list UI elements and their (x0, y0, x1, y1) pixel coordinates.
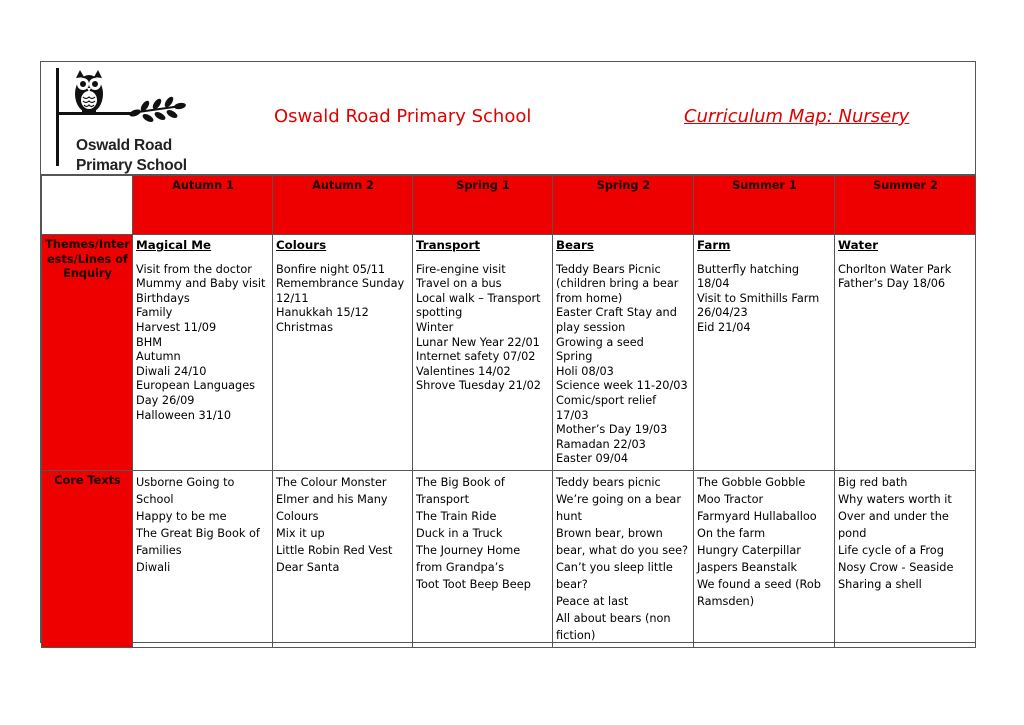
theme-item: Winter (416, 320, 454, 334)
core-text-item: Little Robin Red Vest (276, 543, 393, 557)
core-texts-row (42, 470, 976, 647)
core-text-item: Teddy bears picnic (556, 475, 661, 489)
theme-item: Lunar New Year 22/01 (416, 335, 540, 349)
theme-item: Birthdays (136, 291, 190, 305)
themes-cell (273, 235, 413, 471)
theme-item: Easter Craft Stay and play session (556, 306, 677, 334)
document-header (41, 62, 975, 175)
theme-item: Local walk – Transport spotting (416, 291, 541, 320)
core-text-item: Diwali (136, 560, 171, 574)
theme-item: Chorlton Water Park (838, 262, 952, 276)
themes-cell (413, 235, 553, 471)
theme-item: Valentines 14/02 (416, 364, 511, 378)
school-logo (53, 68, 213, 172)
core-text-item: On the farm (697, 526, 766, 540)
term-header-spring-1: Spring 1 (413, 176, 553, 235)
theme-item: Comic/sport relief 17/03 (556, 393, 657, 422)
themes-cell (133, 235, 273, 471)
core-text-item: Brown bear, brown bear, what do you see? (556, 526, 689, 557)
theme-item: Travel on a bus (416, 277, 502, 291)
term-header-autumn-1: Autumn 1 (133, 176, 273, 235)
term-header-autumn-2: Autumn 2 (273, 176, 413, 235)
themes-row (42, 235, 976, 471)
theme-item: Visit to Smithills Farm 26/04/23 (697, 291, 820, 320)
theme-item: BHM (136, 335, 162, 349)
core-text-item: Big red bath (838, 475, 908, 489)
theme-item: Ramadan 22/03 (556, 437, 646, 451)
theme-topic: Magical Me (136, 238, 212, 252)
themes-cell (553, 235, 694, 471)
curriculum-map-document (40, 61, 976, 643)
theme-item: Easter 09/04 (556, 452, 629, 466)
core-texts-cell (694, 470, 835, 647)
theme-item: Butterfly hatching 18/04 (697, 262, 800, 291)
core-texts-cell (553, 470, 694, 647)
core-text-item: Can’t you sleep little bear? (556, 560, 673, 591)
core-text-item: Over and under the pond (838, 509, 949, 540)
theme-item: Shrove Tuesday 21/02 (416, 379, 541, 393)
theme-item: Remembrance Sunday 12/11 (276, 277, 405, 305)
theme-item: Christmas (276, 320, 333, 334)
theme-item: Bonfire night 05/11 (276, 262, 386, 276)
core-text-item: Sharing a shell (838, 577, 922, 591)
theme-item: Father’s Day 18/06 (838, 277, 946, 291)
core-text-item: The Journey Home from Grandpa’s (416, 543, 521, 574)
theme-topic: Water (838, 238, 879, 252)
theme-topic: Colours (276, 238, 327, 252)
theme-item: Eid 21/04 (697, 320, 751, 334)
core-text-item: Elmer and his Many Colours (276, 492, 388, 523)
themes-row-label: Themes/Interests/Lines of Enquiry (42, 235, 133, 471)
core-text-item: The Gobble Gobble Moo Tractor (697, 475, 806, 506)
core-text-item: The Great Big Book of Families (136, 526, 260, 557)
core-text-item: Duck in a Truck (416, 526, 503, 540)
theme-topic: Bears (556, 238, 594, 252)
core-text-item: Toot Toot Beep Beep (416, 577, 531, 591)
theme-item: Mummy and Baby visit (136, 277, 266, 291)
term-header-summer-2: Summer 2 (835, 176, 976, 235)
theme-item: Teddy Bears Picnic (children bring a bear from home) (556, 262, 679, 305)
core-text-item: Life cycle of a Frog (838, 543, 944, 557)
core-text-item: Nosy Crow - Seaside (838, 560, 954, 574)
core-text-item: Happy to be me (136, 509, 227, 523)
core-text-item: Peace at last (556, 594, 629, 608)
core-text-item: All about bears (non fiction) (556, 611, 671, 642)
theme-item: Growing a seed (556, 335, 644, 349)
theme-topic: Farm (697, 238, 731, 252)
core-text-item: Mix it up (276, 526, 325, 540)
core-text-item: Usborne Going to School (136, 475, 235, 506)
theme-item: Internet safety 07/02 (416, 350, 536, 364)
theme-item: Autumn (136, 350, 181, 364)
theme-item: Visit from the doctor (136, 262, 252, 276)
core-texts-cell (273, 470, 413, 647)
theme-item: Spring (556, 350, 593, 364)
core-text-item: Hungry Caterpillar (697, 543, 801, 557)
term-header-row (42, 176, 976, 235)
theme-item: Science week 11-20/03 (556, 379, 688, 393)
theme-item: Halloween 31/10 (136, 408, 232, 422)
core-texts-cell (133, 470, 273, 647)
core-text-item: The Train Ride (416, 509, 497, 523)
theme-item: Diwali 24/10 (136, 364, 207, 378)
theme-item: Holi 08/03 (556, 364, 614, 378)
themes-cell (694, 235, 835, 471)
theme-item: European Languages Day 26/09 (136, 379, 256, 407)
core-text-item: Dear Santa (276, 560, 340, 574)
curriculum-table (41, 175, 976, 648)
theme-item: Mother’s Day 19/03 (556, 423, 668, 437)
theme-topic: Transport (416, 238, 480, 252)
core-texts-row-label: Core Texts (42, 470, 133, 647)
core-text-item: We’re going on a bear hunt (556, 492, 681, 523)
core-text-item: Why waters worth it (838, 492, 952, 506)
core-texts-cell (413, 470, 553, 647)
school-title: Oswald Road Primary School (274, 106, 532, 127)
term-header-spring-2: Spring 2 (553, 176, 694, 235)
theme-item: Harvest 11/09 (136, 320, 217, 334)
core-text-item: We found a seed (Rob Ramsden) (697, 577, 821, 608)
logo-line-1: Oswald Road (76, 137, 172, 154)
core-text-item: The Colour Monster (276, 475, 387, 489)
themes-cell (835, 235, 976, 471)
curriculum-map-title: Curriculum Map: Nursery (684, 106, 910, 127)
core-text-item: Jaspers Beanstalk (697, 560, 798, 574)
core-text-item: The Big Book of Transport (416, 475, 505, 506)
theme-item: Fire-engine visit (416, 262, 506, 276)
core-text-item: Farmyard Hullaballoo (697, 509, 817, 523)
core-texts-cell (835, 470, 976, 647)
logo-line-2: Primary School (76, 157, 187, 174)
logo-wordmark (76, 136, 187, 176)
theme-item: Hanukkah 15/12 (276, 306, 369, 320)
corner-cell (42, 176, 133, 235)
theme-item: Family (136, 306, 173, 320)
term-header-summer-1: Summer 1 (694, 176, 835, 235)
